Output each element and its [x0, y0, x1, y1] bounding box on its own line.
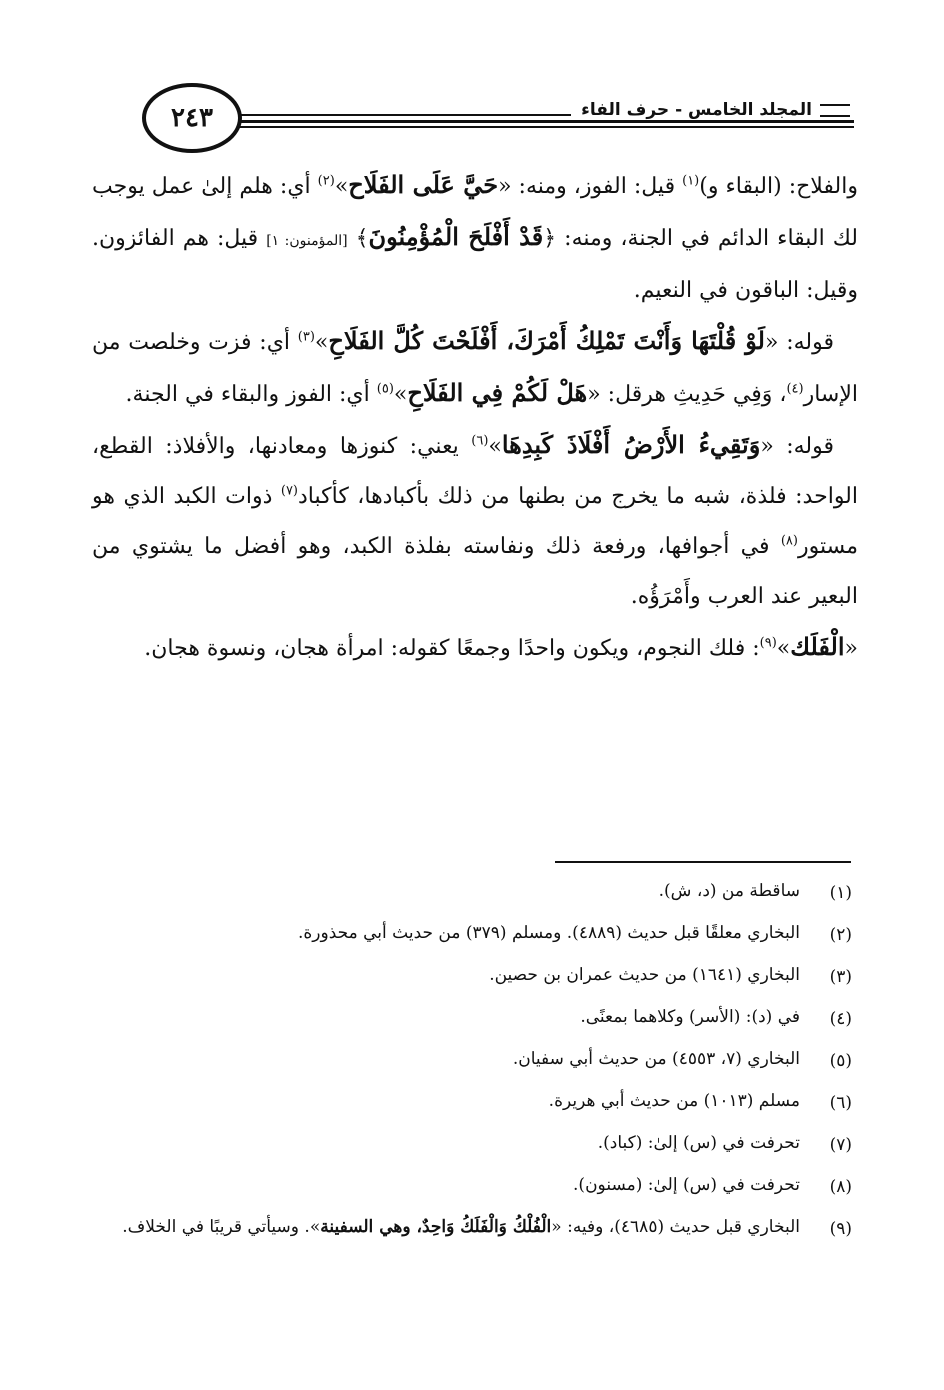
page-header: [112, 78, 854, 148]
footnote-text: ساقطة من (د، ش).: [658, 881, 800, 901]
footnote-text: [100, 1208, 800, 1250]
footnote-separator: [555, 861, 851, 863]
main-text: [92, 160, 858, 674]
footnote-number: (٦): [829, 1093, 852, 1113]
text: »: [393, 382, 408, 407]
footnote: [100, 1040, 852, 1082]
page-number-badge: [142, 83, 242, 153]
running-title-text: المجلد الخامس - حرف الفاء: [581, 100, 812, 120]
footnote-text: تحرفت في (س) إلىٰ: (كباد).: [597, 1133, 800, 1153]
text: ، وَفِي حَدِيثِ هرقل: «: [587, 382, 787, 407]
footnote: [100, 1082, 852, 1124]
header-rule: [204, 126, 854, 128]
verse-reference: [المؤمنون: ١]: [266, 233, 348, 249]
footnote: [100, 872, 852, 914]
text: أي: هلم إلىٰ عمل يوجب لك البقاء الدائم في الجنة، ومنه: ﴿: [92, 174, 859, 251]
text: ». وسيأتي قريبًا في الخلاف.: [122, 1217, 321, 1237]
footnote: [100, 1124, 852, 1166]
footnote-ref: (٥): [376, 381, 394, 397]
footnote-text: تحرفت في (س) إلىٰ: (مسنون).: [573, 1175, 800, 1195]
footnotes: [100, 872, 852, 1250]
footnote-number: (٣): [829, 967, 852, 987]
footnote: [100, 914, 852, 956]
text: »: [334, 174, 349, 199]
footnote-ref: (٩): [759, 635, 777, 651]
footnote-number: (٢): [829, 925, 852, 945]
title-dash-ornament: [820, 104, 850, 117]
footnote-number: (٥): [829, 1051, 852, 1071]
text: أي: فزت وخلصت من الإسار: [92, 330, 858, 407]
text: »: [776, 636, 791, 661]
paragraph-falak: [92, 622, 858, 674]
text: ﴾: [347, 226, 369, 251]
text: قوله: «: [760, 434, 835, 459]
text: قيل: هم الفائزون. وقيل: الباقون في النعيم.: [92, 226, 858, 303]
quote: حَيَّ عَلَى الفَلَاح: [348, 170, 499, 199]
footnote: [100, 956, 852, 998]
text: في أجوافها، ورفعة ذلك ونفاسته بفلذة الكبد، وهو أفضل ما يشتوي من البعير عند العرب وأَمْرَؤُه.: [92, 534, 858, 609]
footnote-ref: (٤): [786, 381, 804, 397]
text: قوله: «: [765, 330, 834, 355]
text: قيل: الفوز، ومنه: «: [498, 174, 683, 199]
running-title: [571, 100, 854, 120]
footnote: [100, 998, 852, 1040]
footnote-ref: (٧): [280, 483, 298, 499]
footnote: [100, 1166, 852, 1208]
quran-quote: قَدْ أَفْلَحَ الْمُؤْمِنُونَ: [368, 222, 544, 251]
footnote-ref: (٣): [297, 329, 315, 345]
paragraph-aflaz: [92, 420, 858, 622]
footnote-text: البخاري (١٦٤١) من حديث عمران بن حصين.: [489, 965, 800, 985]
footnote-ref: (٨): [780, 533, 798, 549]
footnote: [100, 1208, 852, 1250]
footnote-ref: (١): [682, 173, 700, 189]
paragraph-falah: [92, 160, 858, 316]
footnote-number: (٧): [829, 1135, 852, 1155]
text: »: [314, 330, 329, 355]
footnote-ref: (٢): [317, 173, 335, 189]
headword: الْفَلَك: [790, 632, 845, 661]
quote: لَوْ قُلْتَهَا وَأَنْتَ تَمْلِكُ أَمْرَكَ، أَفْلَحْتَ كُلَّ الفَلَاحِ: [328, 326, 765, 355]
footnote-number: (٤): [829, 1009, 852, 1029]
footnote-text: في (د): (الأسر) وكلاهما بمعنًى.: [580, 1007, 800, 1027]
text: : فلك النجوم، ويكون واحدًا وجمعًا كقوله: امرأة هجان، ونسوة هجان.: [144, 636, 760, 661]
page-number: ٢٤٣: [171, 103, 213, 133]
footnote-number: (١): [829, 883, 852, 903]
footnote-text: البخاري (٧، ٤٥٥٣) من حديث أبي سفيان.: [512, 1049, 800, 1069]
footnote-number: (٨): [829, 1177, 852, 1197]
text: «: [844, 636, 858, 661]
text: أي: الفوز والبقاء في الجنة.: [125, 382, 377, 407]
footnote-text: مسلم (١٠١٣) من حديث أبي هريرة.: [548, 1091, 800, 1111]
text: يعني: كنوزها ومعادنها، والأفلاذ: القطع، الواحد: فلذة، شبه ما يخرج من بطنها من ذلك بأكبادها، كأكباد: [92, 434, 858, 509]
quote: هَلْ لَكُمْ فِي الفَلَاحِ: [407, 378, 588, 407]
footnote-ref: (٦): [471, 433, 489, 449]
text: البخاري قبل حديث (٤٦٨٥)، وفيه: «: [551, 1217, 800, 1237]
footnote-text: البخاري معلقًا قبل حديث (٤٨٨٩). ومسلم (٣٧٩) من حديث أبي محذورة.: [297, 923, 800, 943]
paragraph-aflahta: [92, 316, 858, 420]
header-rule: [204, 120, 854, 123]
text: »: [488, 434, 502, 459]
footnote-number: (٩): [829, 1219, 852, 1239]
text: والفلاح: (البقاء و): [699, 174, 858, 199]
text: ذوات الكبد الذي هو مستور: [92, 484, 858, 559]
quote: وَتَقِيءُ الأَرْضُ أَفْلَاذَ كَبِدِهَا: [501, 430, 761, 459]
quote: الْفُلْكُ وَالْفَلَكُ وَاحِدٌ، وهي السفينة: [320, 1217, 552, 1237]
